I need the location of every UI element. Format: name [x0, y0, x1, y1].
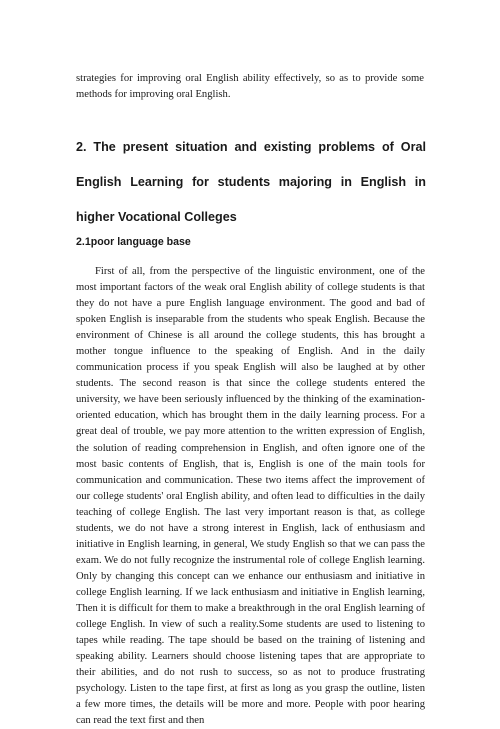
body-paragraph: First of all, from the perspective of the linguistic environment, one of the most important factors of the weak oral English ability of college students is that they do not have a pure English language environment. The good and bad of spoken English is inseparable from the students who speak English. Because the environment of Chinese is all around the college students, this has brought a mother tongue influence to the speaking of English. And in the daily communication process if you speak English will also be laughed at by other students. The second reason is that since the college students entered the university, we have been seriously influenced by the thinking of the examination-oriented education, which has brought them in the daily learning process. For a great deal of trouble, we pay more attention to the written expression of English, the solution of reading comprehension in English, and often ignore one of the most basic contents of English, that is, English is one of the main tools for communication and communication. These two items affect the improvement of our college students' oral English ability, and often lead to difficulties in the daily teaching of college English. The last very important reason is that, as college students, we do not have a strong interest in English, lack of enthusiasm and initiative in English learning, in general, We study English so that we can pass the exam. We do not fully recognize the instrumental role of college English learning. Only by changing this concept can we enhance our enthusiasm and initiative in college English learning. If we lack enthusiasm and initiative in English learning, Then it is difficult for them to make a breakthrough in the oral English learning of college English. In view of such a reality.Some students are used to listening to tapes while reading. The tape should be based on the training of listening and speaking ability. Learners should choose listening tapes that are appropriate to their abilities, and do not rush to success, so as not to produce frustrating psychology. Listen to the tape first, at first as long as you grasp the outline, listen a few more times, the details will be more and more. People with poor hearing can read the text first and then — [76, 266, 425, 727]
subsection-heading: 2.1poor language base — [76, 236, 191, 248]
intro-paragraph: strategies for improving oral English ability effectively, so as to provide some methods for improving oral English. — [76, 72, 424, 100]
section-heading: 2. The present situation and existing problems of Oral English Learning for students majoring in English in higher Vocational Colleges — [76, 140, 426, 224]
